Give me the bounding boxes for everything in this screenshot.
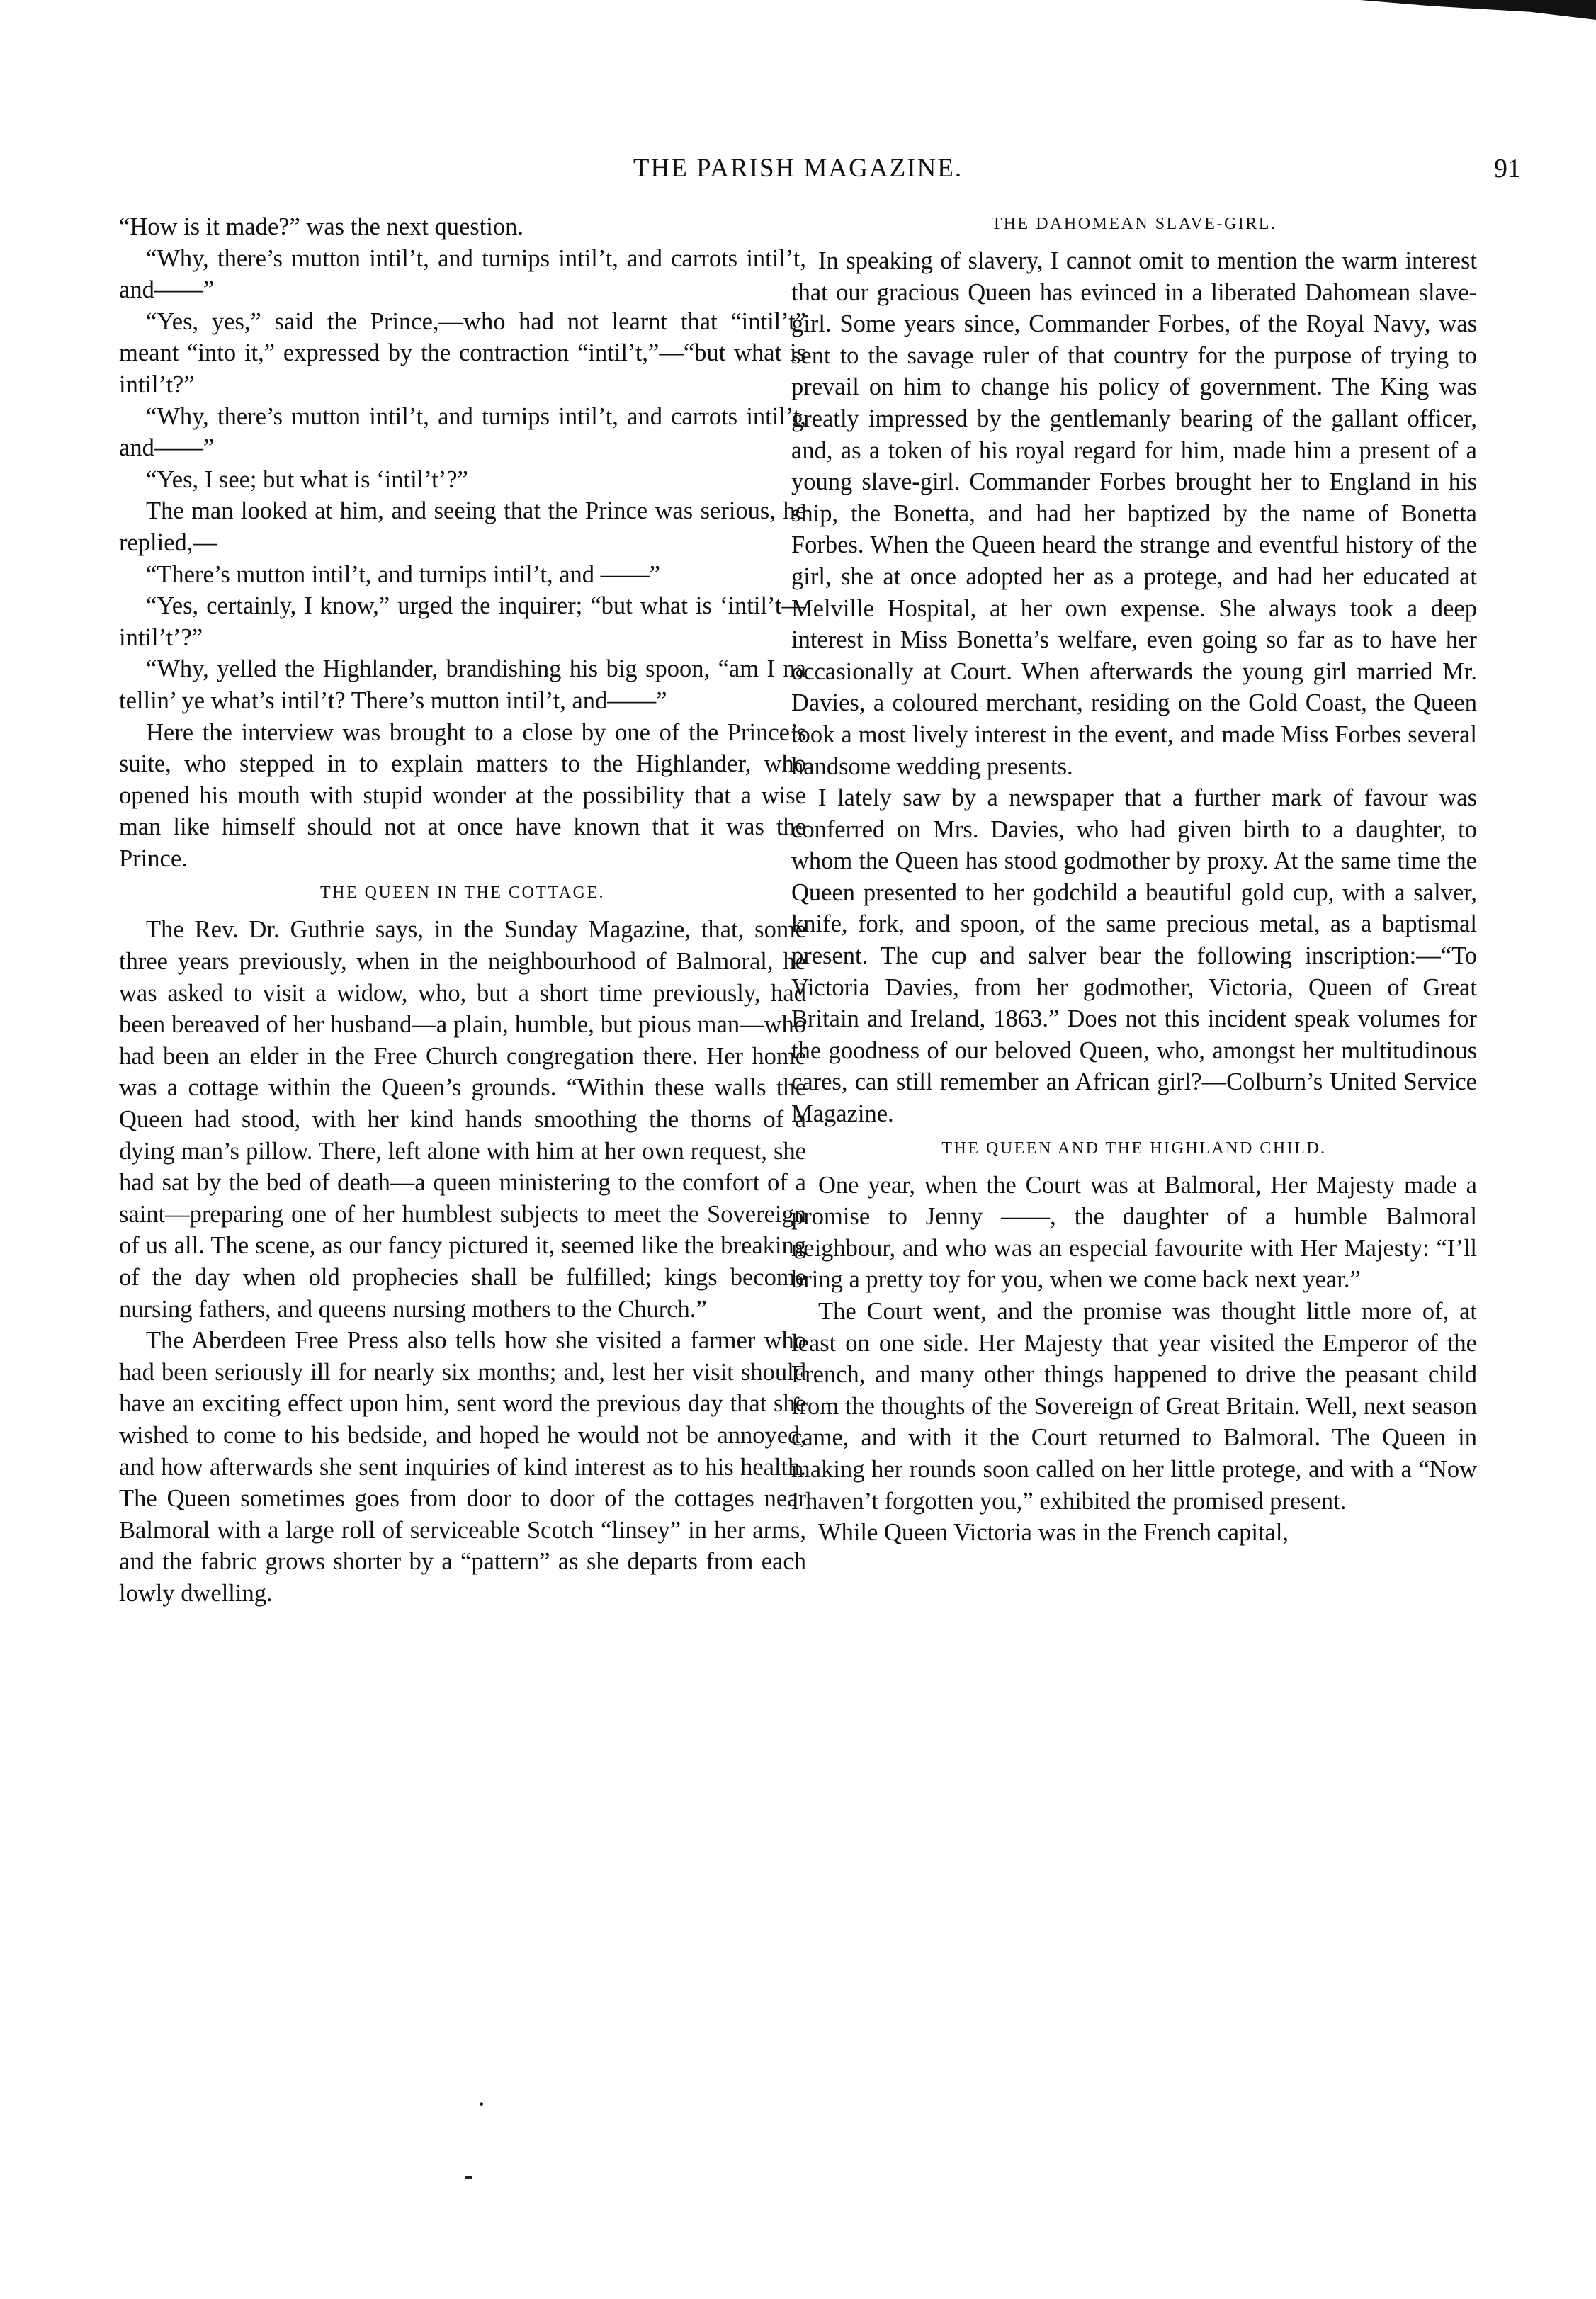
scan-speck: -	[464, 2159, 474, 2191]
paragraph: One year, when the Court was at Balmoral, Her Majesty made a promise to Jenny ——, the daughter of a humble Balmoral neighbour, and who was an especial favourite with Her Majesty: “I’ll bring a pretty toy for you, when we come back next year.”	[791, 1171, 1477, 1294]
page-number: 91	[1494, 154, 1521, 183]
left-column	[119, 211, 806, 2138]
paragraph: “Why, there’s mutton intil’t, and turnips intil’t, and carrots intil’t, and——”	[119, 402, 806, 462]
paragraph: The man looked at him, and seeing that the Prince was serious, he replied,—	[119, 497, 806, 556]
magazine-title: THE PARISH MAGAZINE.	[633, 154, 963, 183]
paragraph: “There’s mutton intil’t, and turnips intil’t, and ——”	[146, 560, 660, 588]
paragraph: I lately saw by a newspaper that a further mark of favour was conferred on Mrs. Davies, who had given birth to a daughter, to whom the Queen has stood godmother by proxy. At the same time the Queen presented to her godchild a beautiful gold cup, with a salver, knife, fork, and spoon, of the same precious metal, as a baptismal present. The cup and salver bear the following inscription:—“To Victoria Davies, from her godmother, Victoria, Queen of Great Britain and Ireland, 1863.” Does not this incident speak volumes for the goodness of our beloved Queen, who, amongst her multitudinous cares, can still remember an African girl?—Colburn’s United Service Magazine.	[791, 784, 1477, 1128]
section-title-queen-highland-child: THE QUEEN AND THE HIGHLAND CHILD.	[941, 1139, 1327, 1158]
paragraph: While Queen Victoria was in the French capital,	[818, 1519, 1289, 1547]
paragraph: “Why, there’s mutton intil’t, and turnips intil’t, and carrots intil’t, and——”	[119, 244, 806, 304]
running-header	[0, 150, 1596, 200]
paragraph: “Yes, yes,” said the Prince,—who had not learnt that “intil’t” meant “into it,” expressed by the contraction “intil’t,”—“but what is intil’t?”	[119, 307, 806, 398]
paragraph: The Aberdeen Free Press also tells how she visited a farmer who had been seriously ill for nearly six months; and, lest her visit should have an exciting effect upon him, sent word the previous day that she wished to come to his bedside, and hoped he would not be annoyed, and how afterwards she sent inquiries of kind interest as to his health. The Queen sometimes goes from door to door of the cottages near Balmoral with a large roll of serviceable Scotch “linsey” in her arms, and the fabric grows shorter by a “pattern” as she departs from each lowly dwelling.	[119, 1327, 806, 1607]
paragraph: The Court went, and the promise was thought little more of, at least on one side. Her Majesty that year visited the Emperor of the French, and many other things happened to drive the peasant child from the thoughts of the Sovereign of Great Britain. Well, next season came, and with it the Court returned to Balmoral. The Queen in making her rounds soon called on her little protege, and with a “Now I haven’t forgotten you,” exhibited the promised present.	[791, 1298, 1477, 1515]
scan-edge-mark	[1360, 0, 1596, 20]
paragraph: “How is it made?” was the next question.	[119, 213, 524, 240]
paragraph: “Why, yelled the Highlander, brandishing his big spoon, “am I na tellin’ ye what’s intil’t? There’s mutton intil’t, and——”	[119, 655, 806, 714]
paragraph: “Yes, I see; but what is ‘intil’t’?”	[146, 465, 468, 493]
section-title-dahomean-slave-girl: THE DAHOMEAN SLAVE-GIRL.	[991, 215, 1277, 233]
paragraph: In speaking of slavery, I cannot omit to mention the warm interest that our gracious Queen has evinced in a liberated Dahomean slave-girl. Some years since, Commander Forbes, of the Royal Navy, was sent to the savage ruler of that country for the purpose of trying to prevail on him to change his policy of government. The King was greatly impressed by the gentlemanly bearing of the gallant officer, and, as a token of his royal regard for him, made him a present of a young slave-girl. Commander Forbes brought her to England in his ship, the Bonetta, and had her baptized by the name of Bonetta Forbes. When the Queen heard the strange and eventful history of the girl, she at once adopted her as a protege, and had her educated at Melville Hospital, at her own expense. She always took a deep interest in Miss Bonetta’s welfare, even going so far as to have her occasionally at Court. When afterwards the young girl married Mr. Davies, a coloured merchant, residing on the Gold Coast, the Queen took a most lively interest in the event, and made Miss Forbes several handsome wedding presents.	[791, 247, 1477, 780]
section-title-queen-in-cottage: THE QUEEN IN THE COTTAGE.	[319, 883, 606, 903]
right-column	[791, 211, 1477, 2138]
paragraph: The Rev. Dr. Guthrie says, in the Sunday Magazine, that, some three years previously, when in the neighbourhood of Balmoral, he was asked to visit a widow, who, but a short time previously, had been bereaved of her husband—a plain, humble, but pious man—who had been an elder in the Free Church congregation there. Her home was a cottage within the Queen’s grounds. “Within these walls the Queen had stood, with her kind hands smoothing the thorns of a dying man’s pillow. There, left alone with him at her own request, she had sat by the bed of death—a queen ministering to the comfort of a saint—preparing one of her humblest subjects to meet the Sovereign of us all. The scene, as our fancy pictured it, seemed like the breaking of the day when old prophecies shall be fulfilled; kings become nursing fathers, and queens nursing mothers to the Church.”	[119, 916, 806, 1323]
paragraph: Here the interview was brought to a close by one of the Prince’s suite, who stepped in to explain matters to the Highlander, who opened his mouth with stupid wonder at the possibility that a wise man like himself should not at once have known that it was the Prince.	[119, 718, 806, 872]
scan-speck: ·	[477, 2088, 487, 2120]
paragraph: “Yes, certainly, I know,” urged the inquirer; “but what is ‘intil’t—intil’t’?”	[119, 592, 806, 651]
